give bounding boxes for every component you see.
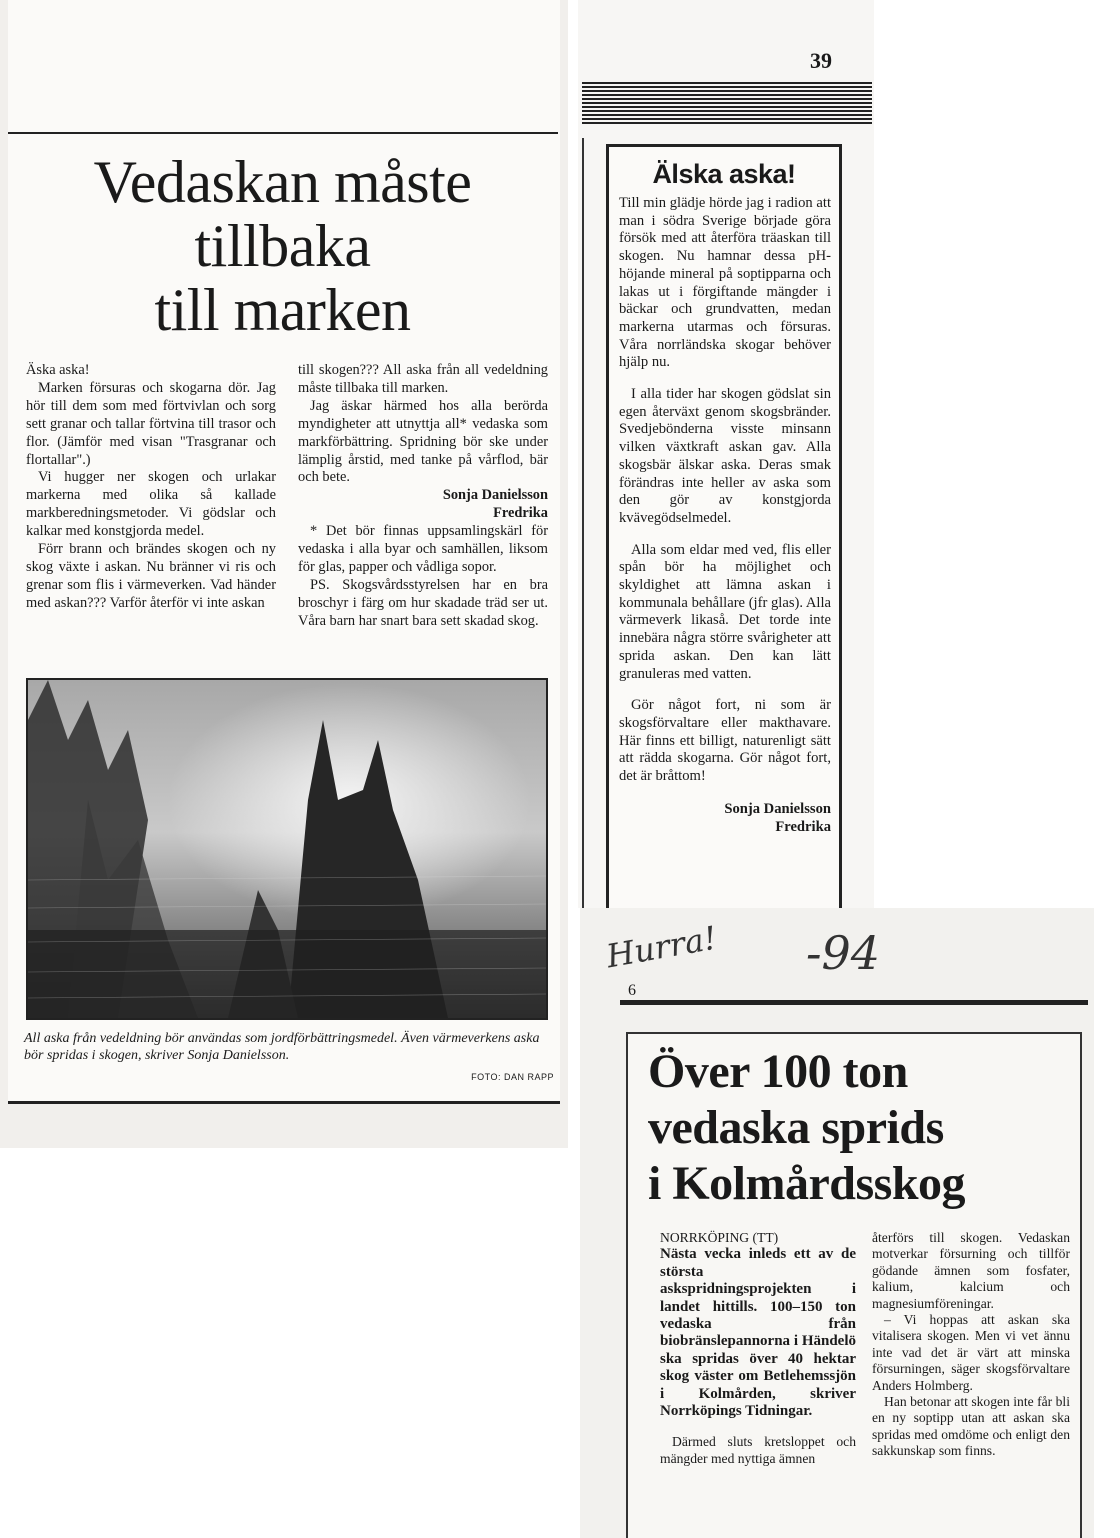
left-paragraph: Äska aska!	[26, 362, 90, 378]
article-paragraph: – Vi hoppas att askan ska vitalisera skogen. Men vi vet ännu inte vad det är värt att minska försurningen, säger skogsförvaltare Anders Holmberg.	[872, 1312, 1070, 1393]
header-stripes	[582, 82, 872, 128]
headline-line-2: tillbaka	[194, 213, 371, 279]
signature-place: Fredrika	[775, 818, 831, 835]
forest-photo	[26, 678, 548, 1020]
letter-paragraph: Alla som eldar med ved, flis eller spån bör ha möjlighet och skyldighet att lämna askan i kommunala behållare (jfr glas). Alla värmeverk likaså. Det torde inte innebära några större svårigheter att sprida askan. Den kan lätt granuleras med vatten.	[619, 541, 831, 682]
handwritten-year: -94	[806, 926, 881, 980]
page-number: 6	[628, 982, 636, 999]
postscript: PS. Skogsvårdsstyrelsen har en bra broschyr i färg om hur skadade träd ser ut. Våra barn har snart bara sett skadad skog.	[298, 576, 548, 629]
headline-line-3: till marken	[154, 277, 411, 343]
photo-caption: All aska från vedeldning bör användas som jordförbättringsmedel. Även värmeverkens aska bör spridas i skogen, skriver Sonja Danielsson.	[24, 1031, 540, 1063]
letter-title: Älska aska!	[652, 159, 796, 189]
letter-paragraph: I alla tider har skogen gödslat sin egen återväxt genom skogsbränder. Svedjebönderna visste minsann vilken växtkraft askan gav. Alla skogsbär älskar aska. Deras smak förändras inte heller av aska som den gör av konstgjorda kvävegödselmedel.	[619, 386, 831, 526]
left-headline	[10, 150, 555, 342]
article-headline	[648, 1044, 1088, 1212]
letter-body	[619, 195, 831, 836]
signature-name: Sonja Danielsson	[724, 800, 831, 817]
headline-line-3: i Kolmårdsskog	[648, 1157, 966, 1210]
letter-paragraph: Gör något fort, ni som är skogsförvaltare eller makthavare. Här finns ett billigt, naturenligt sätt att rädda skogarna. Gör något fort, det är bråttom!	[619, 697, 831, 785]
top-rule	[8, 132, 558, 134]
article-paragraph: återförs till skogen. Vedaskan motverkar försurning och tillför gödande ämnen som fosfater, kalium, kalcium och magnesiumföreningar.	[872, 1230, 1070, 1311]
left-paragraph: till skogen??? All aska från all vedeldning måste tillbaka till marken.	[298, 362, 548, 396]
left-clipping	[0, 0, 568, 1148]
left-paragraph: Vi hugger ner skogen och urlakar markerna med olika så kallade markberedningsmetoder. Vi gödslar och kalkar med konstgjorda medel.	[26, 469, 276, 540]
article-paragraph: Därmed sluts kretsloppet och mängder med nyttiga ämnen	[660, 1434, 856, 1466]
page-number: 39	[810, 48, 832, 73]
photo-credit: FOTO: DAN RAPP	[471, 1072, 554, 1082]
header-rule	[620, 1000, 1088, 1005]
headline-line-1: Över 100 ton	[648, 1045, 908, 1098]
right-bottom-clipping	[580, 908, 1094, 1538]
bottom-rule	[8, 1101, 560, 1104]
column-rule	[582, 138, 584, 908]
forest-photo-image	[28, 680, 546, 1018]
handwritten-note: Hurra!	[603, 918, 720, 976]
left-column-2	[298, 362, 548, 631]
left-paragraph: Jag äskar härmed hos alla berörda myndigheter att utnyttja all* vedaska som markförbättring. Spridning bör ske under lämplig årstid, med tanke på vårflod, bär och bete.	[298, 397, 548, 486]
article-paragraph: Han betonar att skogen inte får bli en ny soptipp utan att askan ska spridas med omdöme och enligt den sakkunskap som finns.	[872, 1394, 1070, 1459]
article-lead: Nästa vecka inleds ett av de största askspridningsprojekten i landet hittills. 100–150 ton vedaska från biobränslepannorna i Händelö ska spridas över 40 hektar skog väster om Betlehemssjön i Kolmården, skriver Norrköpings Tidningar.	[660, 1246, 856, 1420]
headline-line-2: vedaska sprids	[648, 1101, 944, 1154]
headline-line-1: Vedaskan måste	[93, 149, 472, 215]
footnote: * Det bör finnas uppsamlingskärl för vedaska i alla byar och samhällen, liksom för glas, papper och vådliga sopor.	[298, 523, 548, 575]
dateline: NORRKÖPING (TT)	[660, 1230, 779, 1245]
left-paragraph: Förr brann och brändes skogen och ny skog växte i askan. Nu bränner vi ris och grenar som flis i värmeverken. Vad händer med askan??? Varför återför vi inte askan	[26, 541, 276, 611]
left-column-1	[26, 362, 276, 613]
left-paragraph: Marken försuras och skogarna dör. Jag hör till dem som med förtvivlan och sorg sett granar och tallar förtvina till trasor och flor. (Jämför med visan "Trasgranar och flortallar".)	[26, 379, 276, 468]
article-column-2	[872, 1230, 1070, 1460]
article-column-1	[660, 1230, 856, 1467]
letter-paragraph: Till min glädje hörde jag i radion att man i södra Sverige började göra försök med att återföra träaskan till skogen. Nu hamnar dessa pH-höjande mineral på soptipparna och lakas ut i förgiftande mängder i bäckar och grundvatten, medan markerna utarmas och försuras. Våra norrländska skogar behöver hjälp nu.	[619, 195, 831, 371]
signature-place: Fredrika	[493, 505, 548, 522]
right-top-clipping	[578, 0, 874, 908]
letter-box	[606, 144, 842, 908]
signature-name: Sonja Danielsson	[442, 487, 548, 504]
